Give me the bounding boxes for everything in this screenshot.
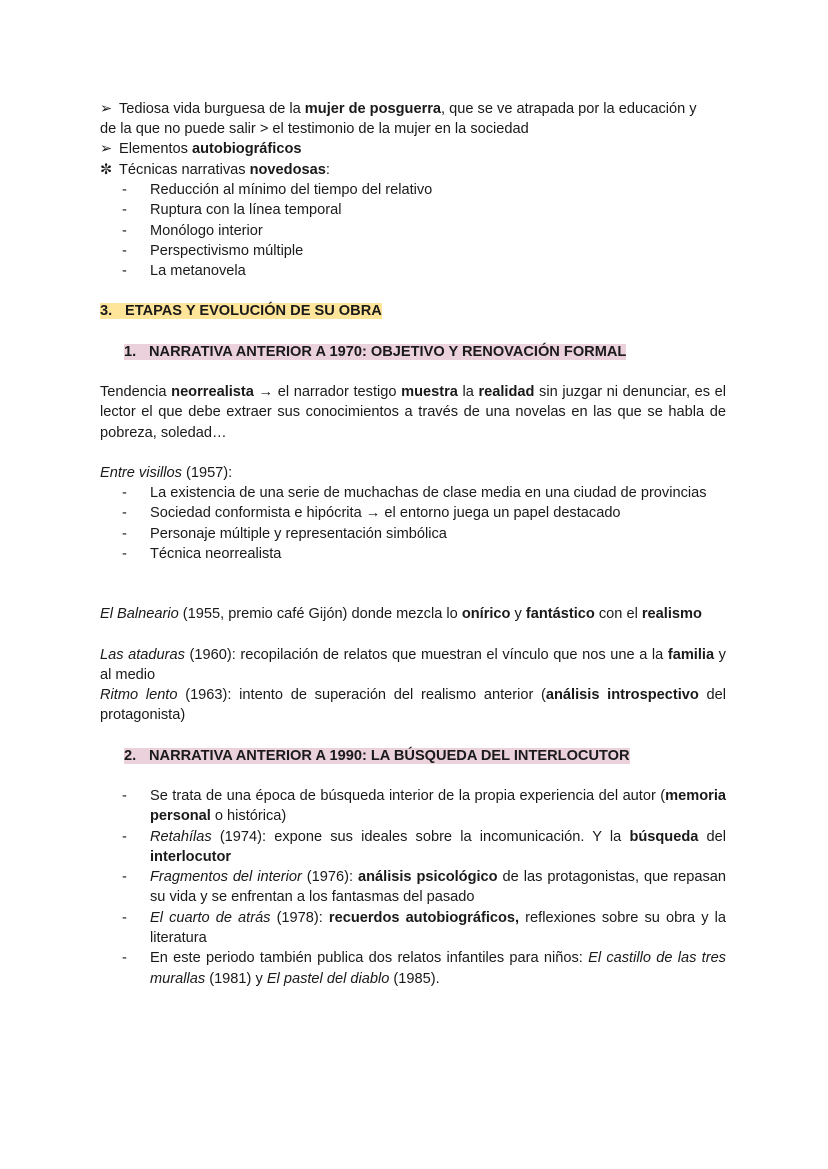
paragraph-ataduras: Las ataduras (1960): recopilación de relatos que muestran el vínculo que nos une a la familia y al medio [100,647,726,684]
list-item: - La existencia de una serie de muchachas de clase media en una ciudad de provincias [100,483,726,503]
list-item: - Retahílas (1974): expone sus ideales sobre la incomunicación. Y la búsqueda del interlocutor [100,827,726,868]
entre-visillos-list [100,483,726,564]
asterisk-bullet-icon: ✼ [100,162,113,178]
list-item: - Se trata de una época de búsqueda interior de la propia experiencia del autor (memoria personal o histórica) [100,786,726,827]
list-item: - El cuarto de atrás (1978): recuerdos autobiográficos, reflexiones sobre su obra y la literatura [100,908,726,949]
list-item: - Fragmentos del interior (1976): análisis psicológico de las protagonistas, que repasan su vida y se enfrentan a los fantasmas del pasado [100,867,726,908]
paragraph-neorrealismo: Tendencia neorrealista → el narrador testigo muestra la realidad sin juzgar ni denunciar, es el lector el que debe extraer sus conocimientos a través de una novelas en las que se habla de pobreza, soledad… [100,384,727,441]
arrow-bullet-icon: ➢ [100,101,113,117]
list-item: - Reducción al mínimo del tiempo del relativo [100,180,726,200]
arrow-bullet-icon: ➢ [100,141,113,157]
list-item: - Perspectivismo múltiple [100,241,726,261]
tecnicas-list [100,180,726,281]
intro-bullet-1-cont: de la que no puede salir > el testimonio de la mujer en la sociedad [100,121,529,137]
intro-bullet-1: ➢ Tediosa vida burguesa de la mujer de posguerra, que se ve atrapada por la educación y [100,99,726,119]
list-item: - Sociedad conformista e hipócrita → el entorno juega un papel destacado [100,503,726,523]
list-item: - Monólogo interior [100,221,726,241]
list-item: - Técnica neorrealista [100,544,726,564]
intro-bullet-3: ✼ Técnicas narrativas novedosas: [100,160,726,180]
list-item: - Personaje múltiple y representación simbólica [100,524,726,544]
list-item: - La metanovela [100,261,726,281]
list-item: - En este periodo también publica dos relatos infantiles para niños: El castillo de las tres murallas (1981) y El pastel del diablo (1985). [100,948,726,989]
intro-bullet-2: ➢ Elementos autobiográficos [100,139,726,159]
list-item: - Ruptura con la línea temporal [100,200,726,220]
narrativa-1990-list [100,786,726,989]
subsection-heading-1: 1. NARRATIVA ANTERIOR A 1970: OBJETIVO Y RENOVACIÓN FORMAL [124,344,627,360]
paragraph-balneario: El Balneario (1955, premio café Gijón) donde mezcla lo onírico y fantástico con el realismo [100,606,702,622]
section-heading: 3. ETAPAS Y EVOLUCIÓN DE SU OBRA [100,303,382,319]
entre-visillos-title: Entre visillos (1957): [100,465,233,481]
subsection-heading-2: 2. NARRATIVA ANTERIOR A 1990: LA BÚSQUEDA DEL INTERLOCUTOR [124,748,630,764]
paragraph-ritmo-lento: Ritmo lento (1963): intento de superación del realismo anterior (análisis introspectivo del protagonista) [100,687,727,724]
